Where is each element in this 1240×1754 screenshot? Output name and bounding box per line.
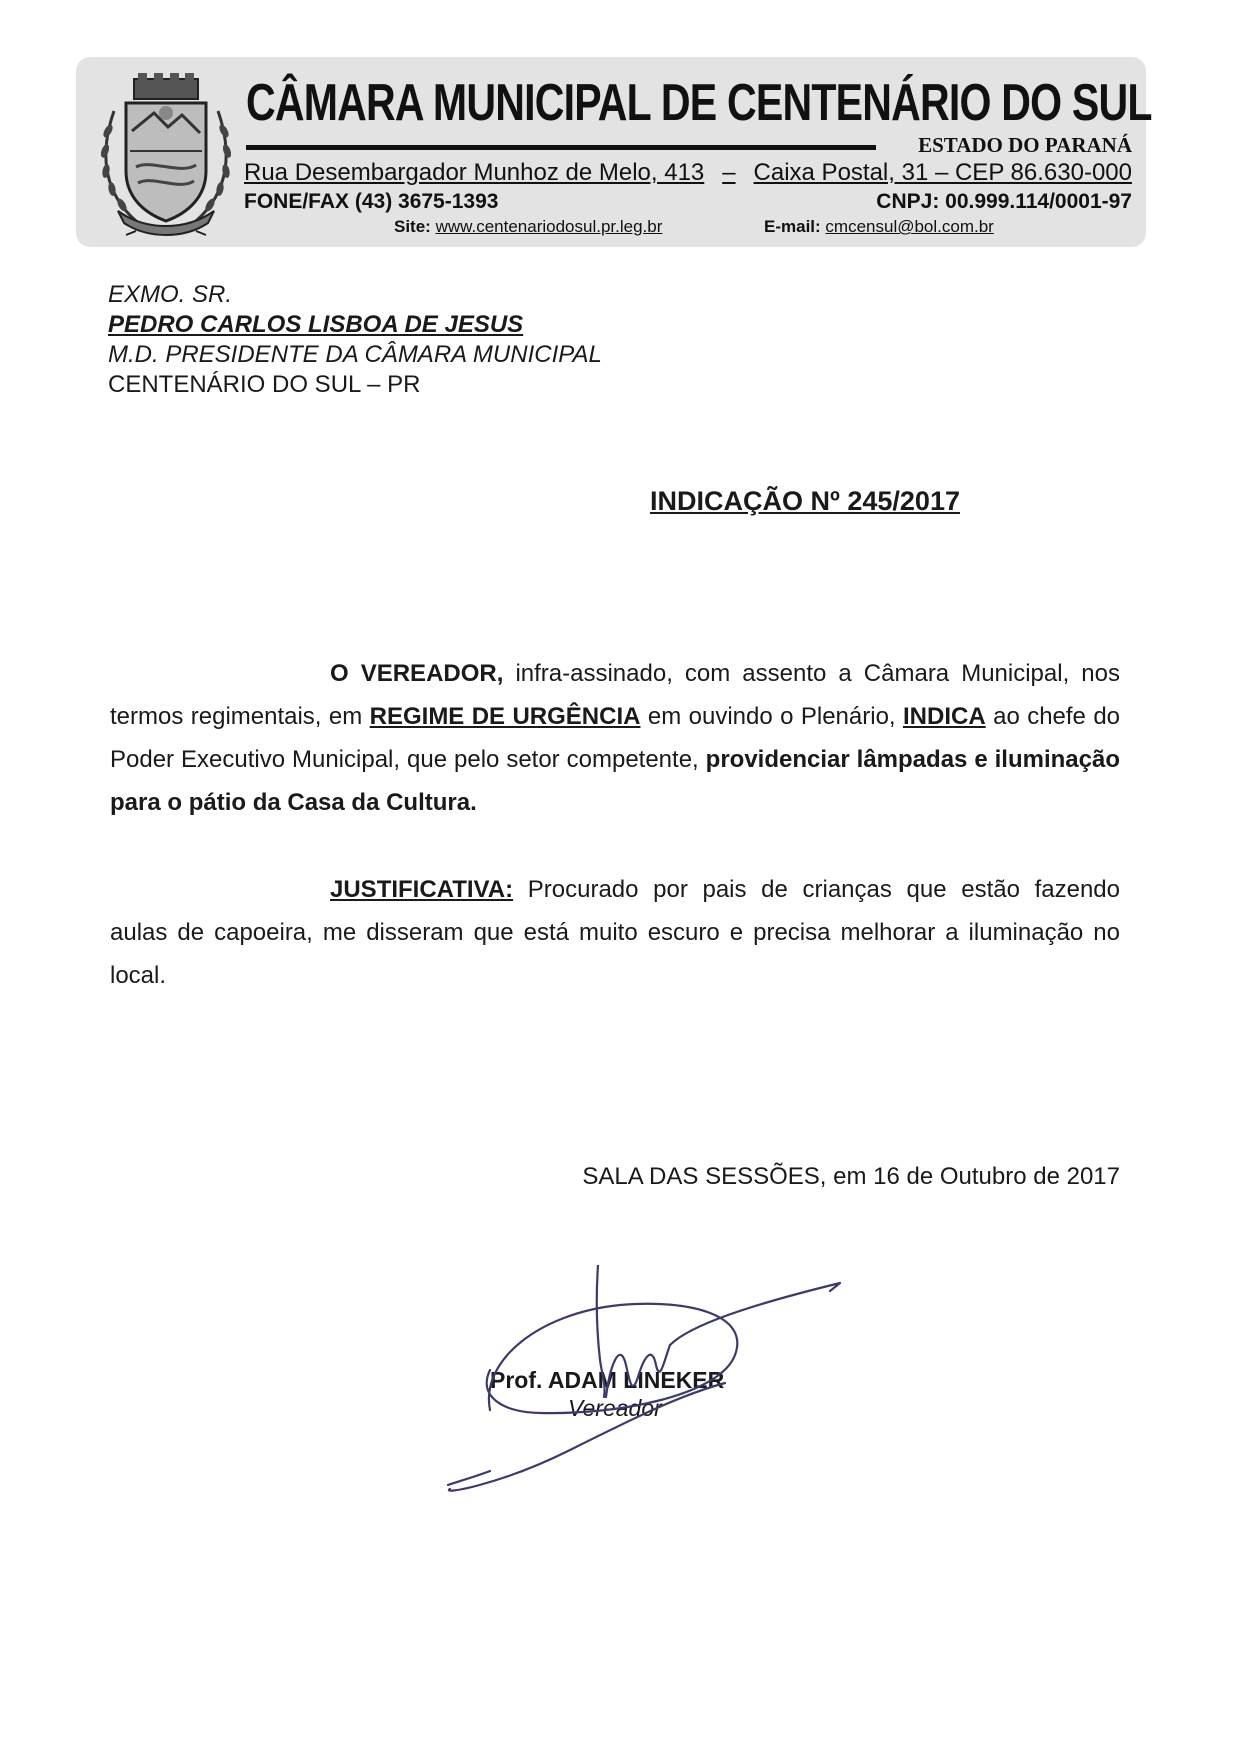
document-title: INDICAÇÃO Nº 245/2017 — [650, 486, 960, 516]
paragraph-text-2: em ouvindo o Plenário, — [640, 703, 904, 730]
address-separator: – — [722, 159, 736, 186]
handwritten-signature-icon — [420, 1265, 860, 1505]
site-block — [394, 216, 662, 238]
indica-keyword: INDICA — [903, 703, 986, 730]
justification-paragraph — [110, 868, 1120, 997]
signer-role: Vereador — [568, 1395, 662, 1421]
postal-box: Caixa Postal, 31 – CEP 86.630-000 — [753, 159, 1132, 186]
site-link[interactable]: www.centenariodosul.pr.leg.br — [435, 217, 663, 236]
contact-row — [244, 189, 1132, 215]
addressee-name: PEDRO CARLOS LISBOA DE JESUS — [108, 311, 524, 338]
paragraph-text-1: infra-assinado, com assento a Câmara Municipal, nos termos regimentais, em — [110, 660, 1120, 730]
session-date: SALA DAS SESSÕES, em 16 de Outubro de 2017 — [582, 1163, 1120, 1190]
justification-label: JUSTIFICATIVA: — [330, 876, 514, 903]
indication-paragraph — [110, 652, 1120, 824]
paragraph-text-3: ao chefe do Poder Executivo Municipal, que pelo setor competente, — [110, 703, 1121, 773]
addressee-block — [108, 280, 602, 400]
urgency-regime: REGIME DE URGÊNCIA — [369, 703, 641, 730]
email-link[interactable]: cmcensul@bol.com.br — [825, 217, 994, 236]
paragraph-lead: O VEREADOR, — [330, 660, 504, 687]
address-line — [244, 159, 1132, 187]
signer-name: Prof. ADAM LINEKER — [490, 1367, 725, 1393]
site-label: Site: — [394, 217, 431, 236]
justification-text: Procurado por pais de crianças que estão fazendo aulas de capoeira, me disseram que está muito escuro e precisa melhorar a iluminação no local. — [110, 876, 1120, 989]
request-text: providenciar lâmpadas e iluminação para o pátio da Casa da Cultura. — [110, 746, 1121, 816]
addressee-role: M.D. PRESIDENTE DA CÂMARA MUNICIPAL — [108, 341, 602, 368]
addressee-city: CENTENÁRIO DO SUL – PR — [108, 371, 421, 398]
header-rule — [246, 145, 876, 150]
council-name: CÂMARA MUNICIPAL DE CENTENÁRIO DO SUL — [246, 74, 1152, 132]
phone-number: FONE/FAX (43) 3675-1393 — [244, 190, 499, 213]
salutation: EXMO. SR. — [108, 281, 233, 308]
cnpj-number: CNPJ: 00.999.114/0001-97 — [876, 190, 1132, 213]
email-block — [764, 216, 994, 238]
street-address: Rua Desembargador Munhoz de Melo, 413 — [244, 159, 705, 186]
coat-of-arms-icon — [96, 71, 236, 236]
letterhead — [76, 57, 1152, 247]
email-label: E-mail: — [764, 217, 821, 236]
state-name: ESTADO DO PARANÁ — [918, 133, 1132, 157]
